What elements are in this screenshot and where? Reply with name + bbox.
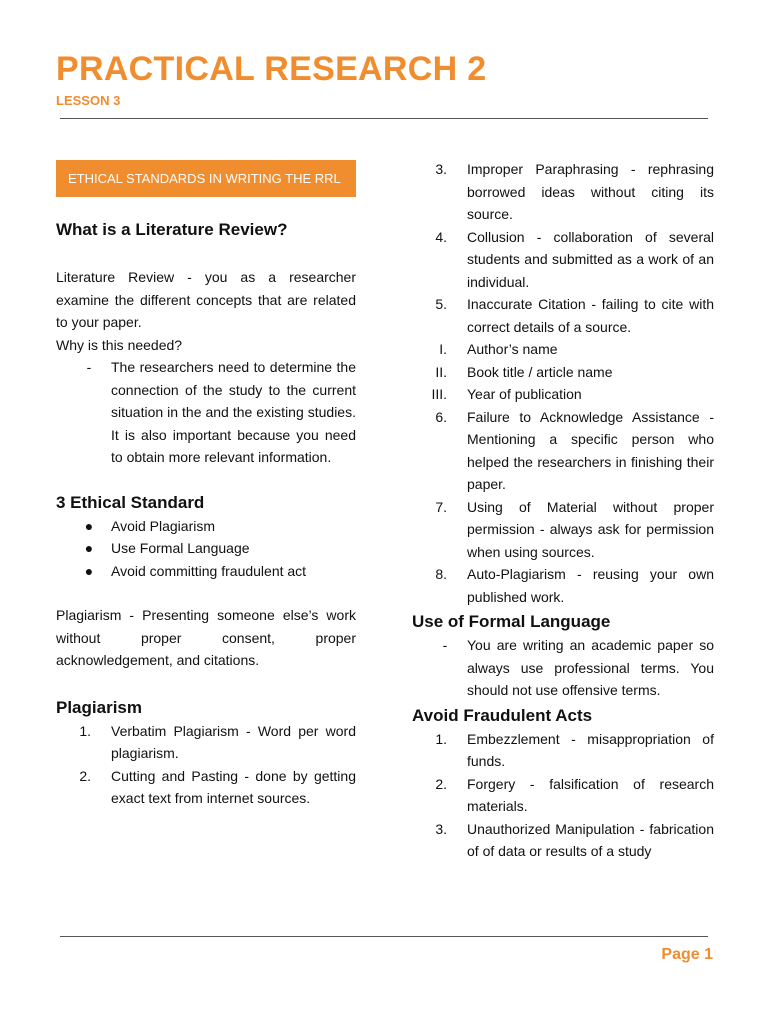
lit-review-heading: What is a Literature Review? [56, 220, 288, 239]
list-item [412, 293, 714, 338]
list-marker: II. [435, 363, 447, 380]
bullet-marker: ● [84, 540, 94, 556]
list-item [56, 356, 356, 469]
list-item [56, 560, 356, 583]
list-marker: 6. [435, 408, 447, 425]
list-item-text: You are writing an academic paper so always use professional terms. You should not use offensive terms. [467, 637, 714, 698]
list-item [412, 406, 714, 496]
list-item-text: Use Formal Language [111, 540, 250, 556]
list-item [56, 515, 356, 538]
list-item [412, 496, 714, 564]
list-item-text: Failure to Acknowledge Assistance - Mentioning a specific person who helped the researchers in finishing their paper. [467, 408, 714, 492]
list-item [412, 563, 714, 608]
header-divider [60, 118, 708, 119]
list-item-text: Improper Paraphrasing - rephrasing borrowed ideas without citing its source. [467, 161, 714, 222]
dash-marker: - [86, 359, 92, 375]
bullet-marker: ● [84, 517, 94, 534]
list-item [412, 226, 714, 294]
why-needed-label: Why is this needed? [56, 336, 183, 353]
page-number: Page 1 [661, 946, 713, 963]
list-item-text: Verbatim Plagiarism - Word per word plagiarism. [111, 722, 356, 761]
list-item [56, 720, 356, 765]
formal-language-list [412, 634, 714, 702]
list-item [412, 383, 714, 406]
list-marker: I. [439, 341, 447, 357]
fraudulent-acts-heading: Avoid Fraudulent Acts [412, 705, 593, 725]
list-item-text: Avoid committing fraudulent act [111, 562, 307, 579]
list-item [412, 361, 714, 384]
list-marker: 5. [435, 296, 447, 312]
list-item-text: Collusion - collaboration of several students and submitted as a work of an individual. [467, 228, 714, 290]
list-item [412, 338, 714, 361]
list-item [412, 773, 714, 818]
plagiarism-list [56, 720, 356, 810]
dash-marker: - [442, 637, 448, 653]
plagiarism-definition: Plagiarism - Presenting someone else’s work without proper consent, proper acknowledgement, and citations. [56, 607, 356, 668]
list-item-text: Book title / article name [467, 363, 613, 380]
list-item [56, 537, 356, 560]
list-marker: III. [431, 386, 447, 402]
list-item-text: The researchers need to determine the connection of the study to the current situation in the and the existing studies. It is also important because you need to obtain more relevant information. [111, 359, 356, 465]
plagiarism-list-continued [412, 158, 714, 608]
list-item [56, 765, 356, 810]
list-item-text: Avoid Plagiarism [111, 517, 216, 534]
ethical-standard-list [56, 515, 356, 583]
list-marker: 2. [79, 767, 91, 784]
plagiarism-heading: Plagiarism [56, 697, 142, 717]
list-item-text: Inaccurate Citation - failing to cite with correct details of a source. [467, 296, 714, 335]
ethical-standard-heading: 3 Ethical Standard [56, 492, 205, 512]
list-marker: 3. [435, 161, 447, 177]
list-marker: 1. [435, 730, 447, 747]
list-item-text: Cutting and Pasting - done by getting exact text from internet sources. [111, 767, 356, 806]
list-item-text: Author’s name [467, 341, 558, 357]
list-item-text: Using of Material without proper permission - always ask for permission when using sources. [467, 498, 714, 560]
list-item-text: Embezzlement - misappropriation of funds. [467, 730, 714, 769]
formal-language-heading: Use of Formal Language [412, 612, 611, 631]
list-item [412, 818, 714, 863]
list-marker: 4. [435, 228, 447, 245]
list-item [412, 728, 714, 773]
list-item-text: Year of publication [467, 386, 582, 402]
footer-divider [60, 936, 708, 937]
bullet-marker: ● [84, 562, 94, 579]
lit-review-definition: Literature Review - you as a researcher examine the different concepts that are related to your paper. [56, 269, 356, 330]
list-marker: 1. [79, 722, 91, 739]
document-title: PRACTICAL RESEARCH 2 [56, 50, 487, 88]
list-marker: 7. [435, 498, 447, 515]
right-column [412, 158, 714, 863]
list-item-text: Forgery - falsification of research materials. [467, 775, 714, 814]
lesson-label: LESSON 3 [56, 93, 121, 108]
left-column [56, 160, 356, 810]
section-badge: ETHICAL STANDARDS IN WRITING THE RRL [56, 160, 356, 197]
list-item [412, 158, 714, 226]
list-marker: 8. [435, 566, 447, 582]
list-item-text: Auto-Plagiarism - reusing your own published work. [467, 566, 714, 605]
fraudulent-acts-list [412, 728, 714, 863]
why-needed-list [56, 356, 356, 469]
list-item-text: Unauthorized Manipulation - fabrication of of data or results of a study [467, 820, 714, 859]
list-marker: 2. [435, 775, 447, 792]
list-item [412, 634, 714, 702]
list-marker: 3. [435, 820, 447, 837]
